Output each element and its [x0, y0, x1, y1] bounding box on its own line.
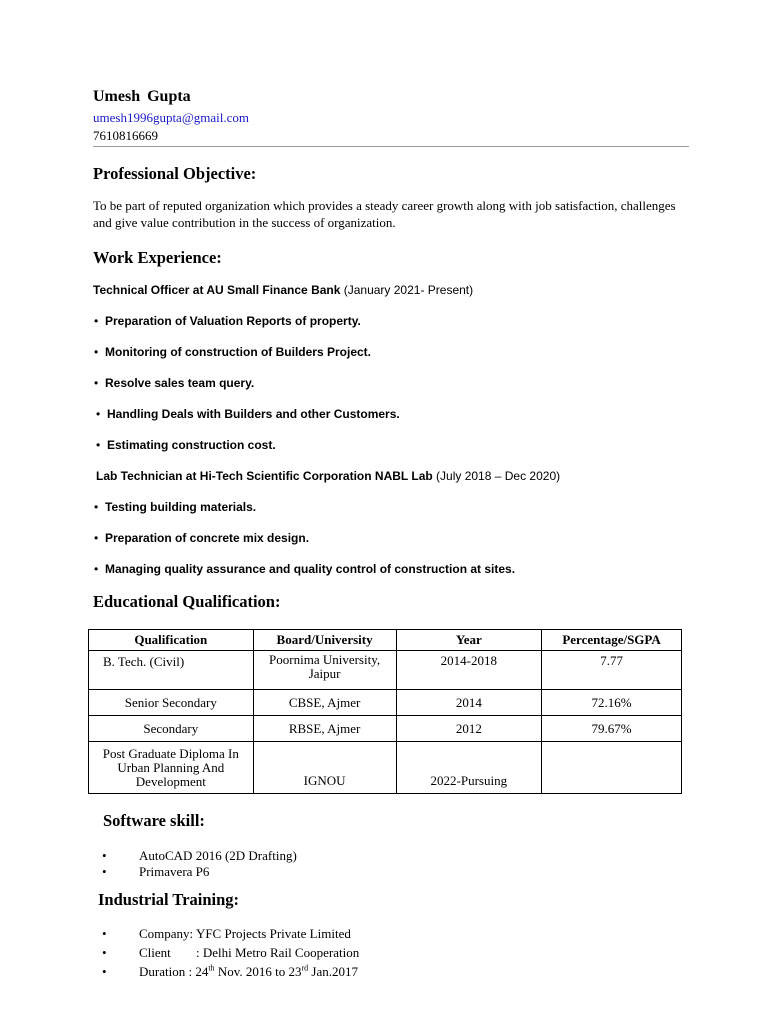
- list-item: • Primavera P6: [102, 864, 210, 879]
- objective-heading: Professional Objective:: [93, 164, 257, 183]
- bullet-icon: •: [96, 407, 101, 421]
- job1-title: Technical Officer at AU Small Finance Bank: [93, 283, 341, 297]
- bullet-icon: •: [102, 848, 107, 863]
- table-header-row: [89, 630, 682, 651]
- bullet-icon: •: [94, 562, 99, 576]
- bullet-icon: •: [94, 314, 99, 328]
- table-cell: Senior Secondary: [89, 690, 254, 716]
- job2-item: • Preparation of concrete mix design.: [94, 531, 310, 545]
- table-cell: 2012: [396, 716, 542, 742]
- training-list: [100, 924, 359, 981]
- column-header: Year: [396, 630, 542, 651]
- job2-period: (July 2018 – Dec 2020): [432, 469, 561, 483]
- phone-number: 7610816669: [93, 128, 158, 143]
- bullet-icon: •: [94, 345, 99, 359]
- column-header: Percentage/SGPA: [542, 630, 682, 651]
- table-cell: IGNOU: [253, 742, 396, 794]
- table-row: [89, 651, 682, 690]
- objective-text: To be part of reputed organization which provides a steady career growth along with job satisfaction, challenges and give value contribution in the success of organization.: [93, 198, 676, 230]
- header-divider: [93, 146, 689, 147]
- experience-heading: Work Experience:: [93, 248, 222, 267]
- table-cell: Secondary: [89, 716, 254, 742]
- bullet-icon: •: [102, 864, 107, 879]
- job2-header: [96, 469, 560, 483]
- bullet-icon: •: [94, 376, 99, 390]
- table-cell: Post Graduate Diploma In Urban Planning And Development: [89, 742, 254, 794]
- job2-item: • Managing quality assurance and quality control of construction at sites.: [94, 562, 516, 576]
- table-row: [89, 690, 682, 716]
- bullet-icon: •: [94, 500, 99, 514]
- job1-item: • Handling Deals with Builders and other Customers.: [96, 407, 400, 421]
- list-item: • Duration : 24th Nov. 2016 to 23rd Jan.2017: [102, 963, 358, 979]
- job1-period: (January 2021- Present): [340, 283, 474, 297]
- software-heading: Software skill:: [103, 811, 205, 830]
- training-heading: Industrial Training:: [98, 890, 240, 909]
- client-label: Client: [139, 945, 171, 960]
- table-cell: 2014-2018: [396, 651, 542, 690]
- job1-header: [93, 283, 473, 297]
- list-item: • AutoCAD 2016 (2D Drafting): [102, 848, 297, 863]
- table-row: [89, 742, 682, 794]
- table-cell: RBSE, Ajmer: [253, 716, 396, 742]
- table-row: [89, 716, 682, 742]
- bullet-icon: •: [102, 945, 107, 960]
- education-table: [88, 629, 682, 794]
- column-header: Board/University: [253, 630, 396, 651]
- software-list: [100, 848, 297, 880]
- bullet-icon: •: [102, 926, 107, 941]
- job2-title: Lab Technician at Hi-Tech Scientific Corporation NABL Lab: [96, 469, 433, 483]
- table-cell: 79.67%: [542, 716, 682, 742]
- job1-item: • Preparation of Valuation Reports of property.: [94, 314, 361, 328]
- table-cell: [542, 742, 682, 794]
- job1-item: • Estimating construction cost.: [96, 438, 276, 452]
- job1-item: • Resolve sales team query.: [94, 376, 255, 390]
- company-value: YFC Projects Private Limited: [193, 926, 351, 941]
- candidate-name: Umesh Gupta: [93, 88, 191, 105]
- table-cell: 7.77: [542, 651, 682, 690]
- company-label: Company:: [139, 926, 194, 941]
- education-heading: Educational Qualification:: [93, 592, 281, 611]
- client-value: : Delhi Metro Rail Cooperation: [196, 945, 360, 960]
- bullet-icon: •: [102, 964, 107, 979]
- table-cell: 2014: [396, 690, 542, 716]
- list-item: [100, 924, 359, 943]
- duration-label: Duration :: [139, 964, 193, 979]
- email-link[interactable]: umesh1996gupta@gmail.com: [93, 110, 250, 125]
- table-cell: Poornima University, Jaipur: [253, 651, 396, 690]
- bullet-icon: •: [96, 438, 101, 452]
- bullet-icon: •: [94, 531, 99, 545]
- list-item: [100, 943, 359, 962]
- table-cell: B. Tech. (Civil): [89, 651, 254, 690]
- table-cell: CBSE, Ajmer: [253, 690, 396, 716]
- job1-item: • Monitoring of construction of Builders Project.: [94, 345, 371, 359]
- job2-item: • Testing building materials.: [94, 500, 257, 514]
- table-cell: 72.16%: [542, 690, 682, 716]
- table-cell: 2022-Pursuing: [396, 742, 542, 794]
- column-header: Qualification: [89, 630, 254, 651]
